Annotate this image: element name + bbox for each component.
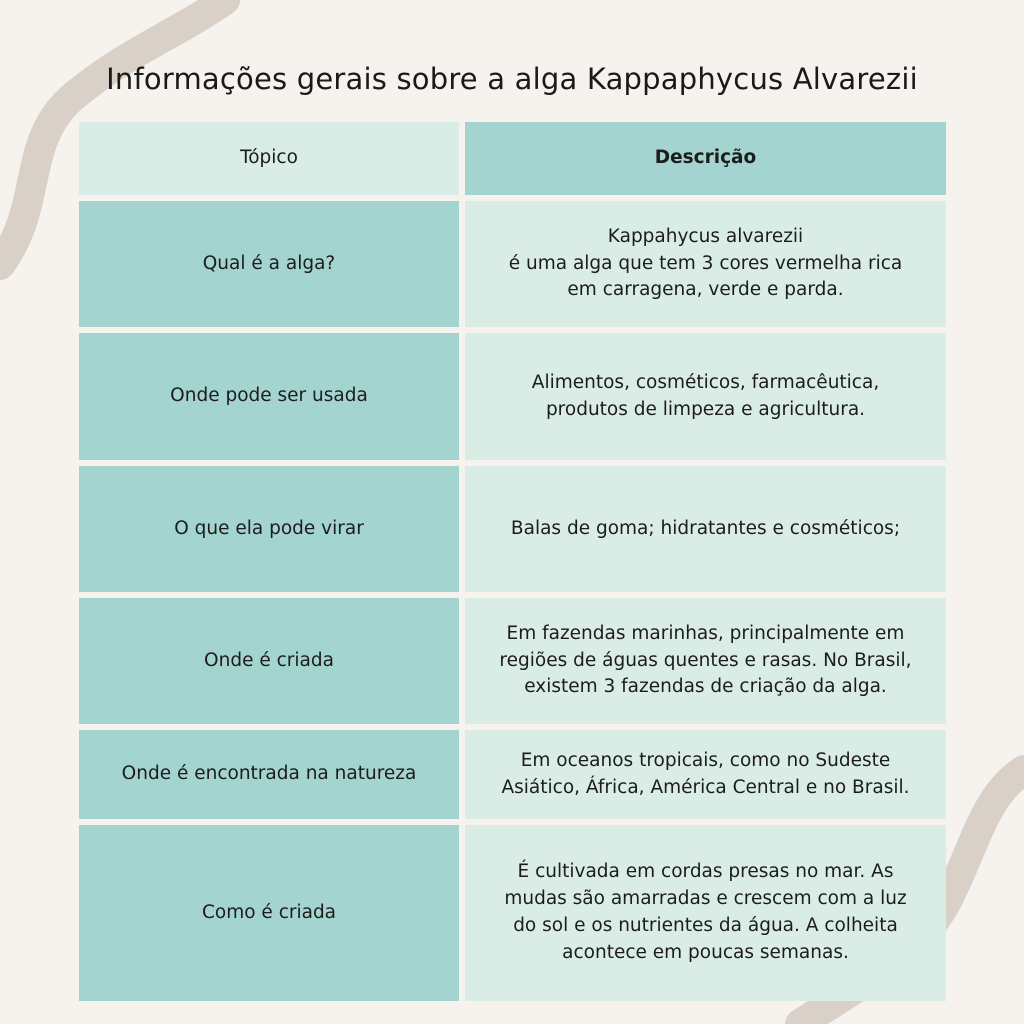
row-2-topic: Onde pode ser usada bbox=[79, 333, 459, 460]
row-3-description: Balas de goma; hidratantes e cosméticos; bbox=[465, 466, 946, 592]
row-6-description: É cultivada em cordas presas no mar. As mudas são amarradas e crescem com a luz do sol e os nutrientes da água. A colheita acontece em poucas semanas. bbox=[465, 825, 946, 1001]
header-topic: Tópico bbox=[79, 122, 459, 195]
row-5-description: Em oceanos tropicais, como no Sudeste Asiático, África, América Central e no Brasil. bbox=[465, 730, 946, 819]
row-6-topic: Como é criada bbox=[79, 825, 459, 1001]
header-description: Descrição bbox=[465, 122, 946, 195]
page-title: Informações gerais sobre a alga Kappaphycus Alvarezii bbox=[106, 62, 918, 96]
row-5-topic: Onde é encontrada na natureza bbox=[79, 730, 459, 819]
row-4-description: Em fazendas marinhas, principalmente em regiões de águas quentes e rasas. No Brasil, existem 3 fazendas de criação da alga. bbox=[465, 598, 946, 724]
row-1-topic: Qual é a alga? bbox=[79, 201, 459, 327]
row-3-topic: O que ela pode virar bbox=[79, 466, 459, 592]
row-2-description: Alimentos, cosméticos, farmacêutica, produtos de limpeza e agricultura. bbox=[465, 333, 946, 460]
row-1-description: Kappahycus alvarezii é uma alga que tem 3 cores vermelha rica em carragena, verde e parda. bbox=[465, 201, 946, 327]
row-4-topic: Onde é criada bbox=[79, 598, 459, 724]
